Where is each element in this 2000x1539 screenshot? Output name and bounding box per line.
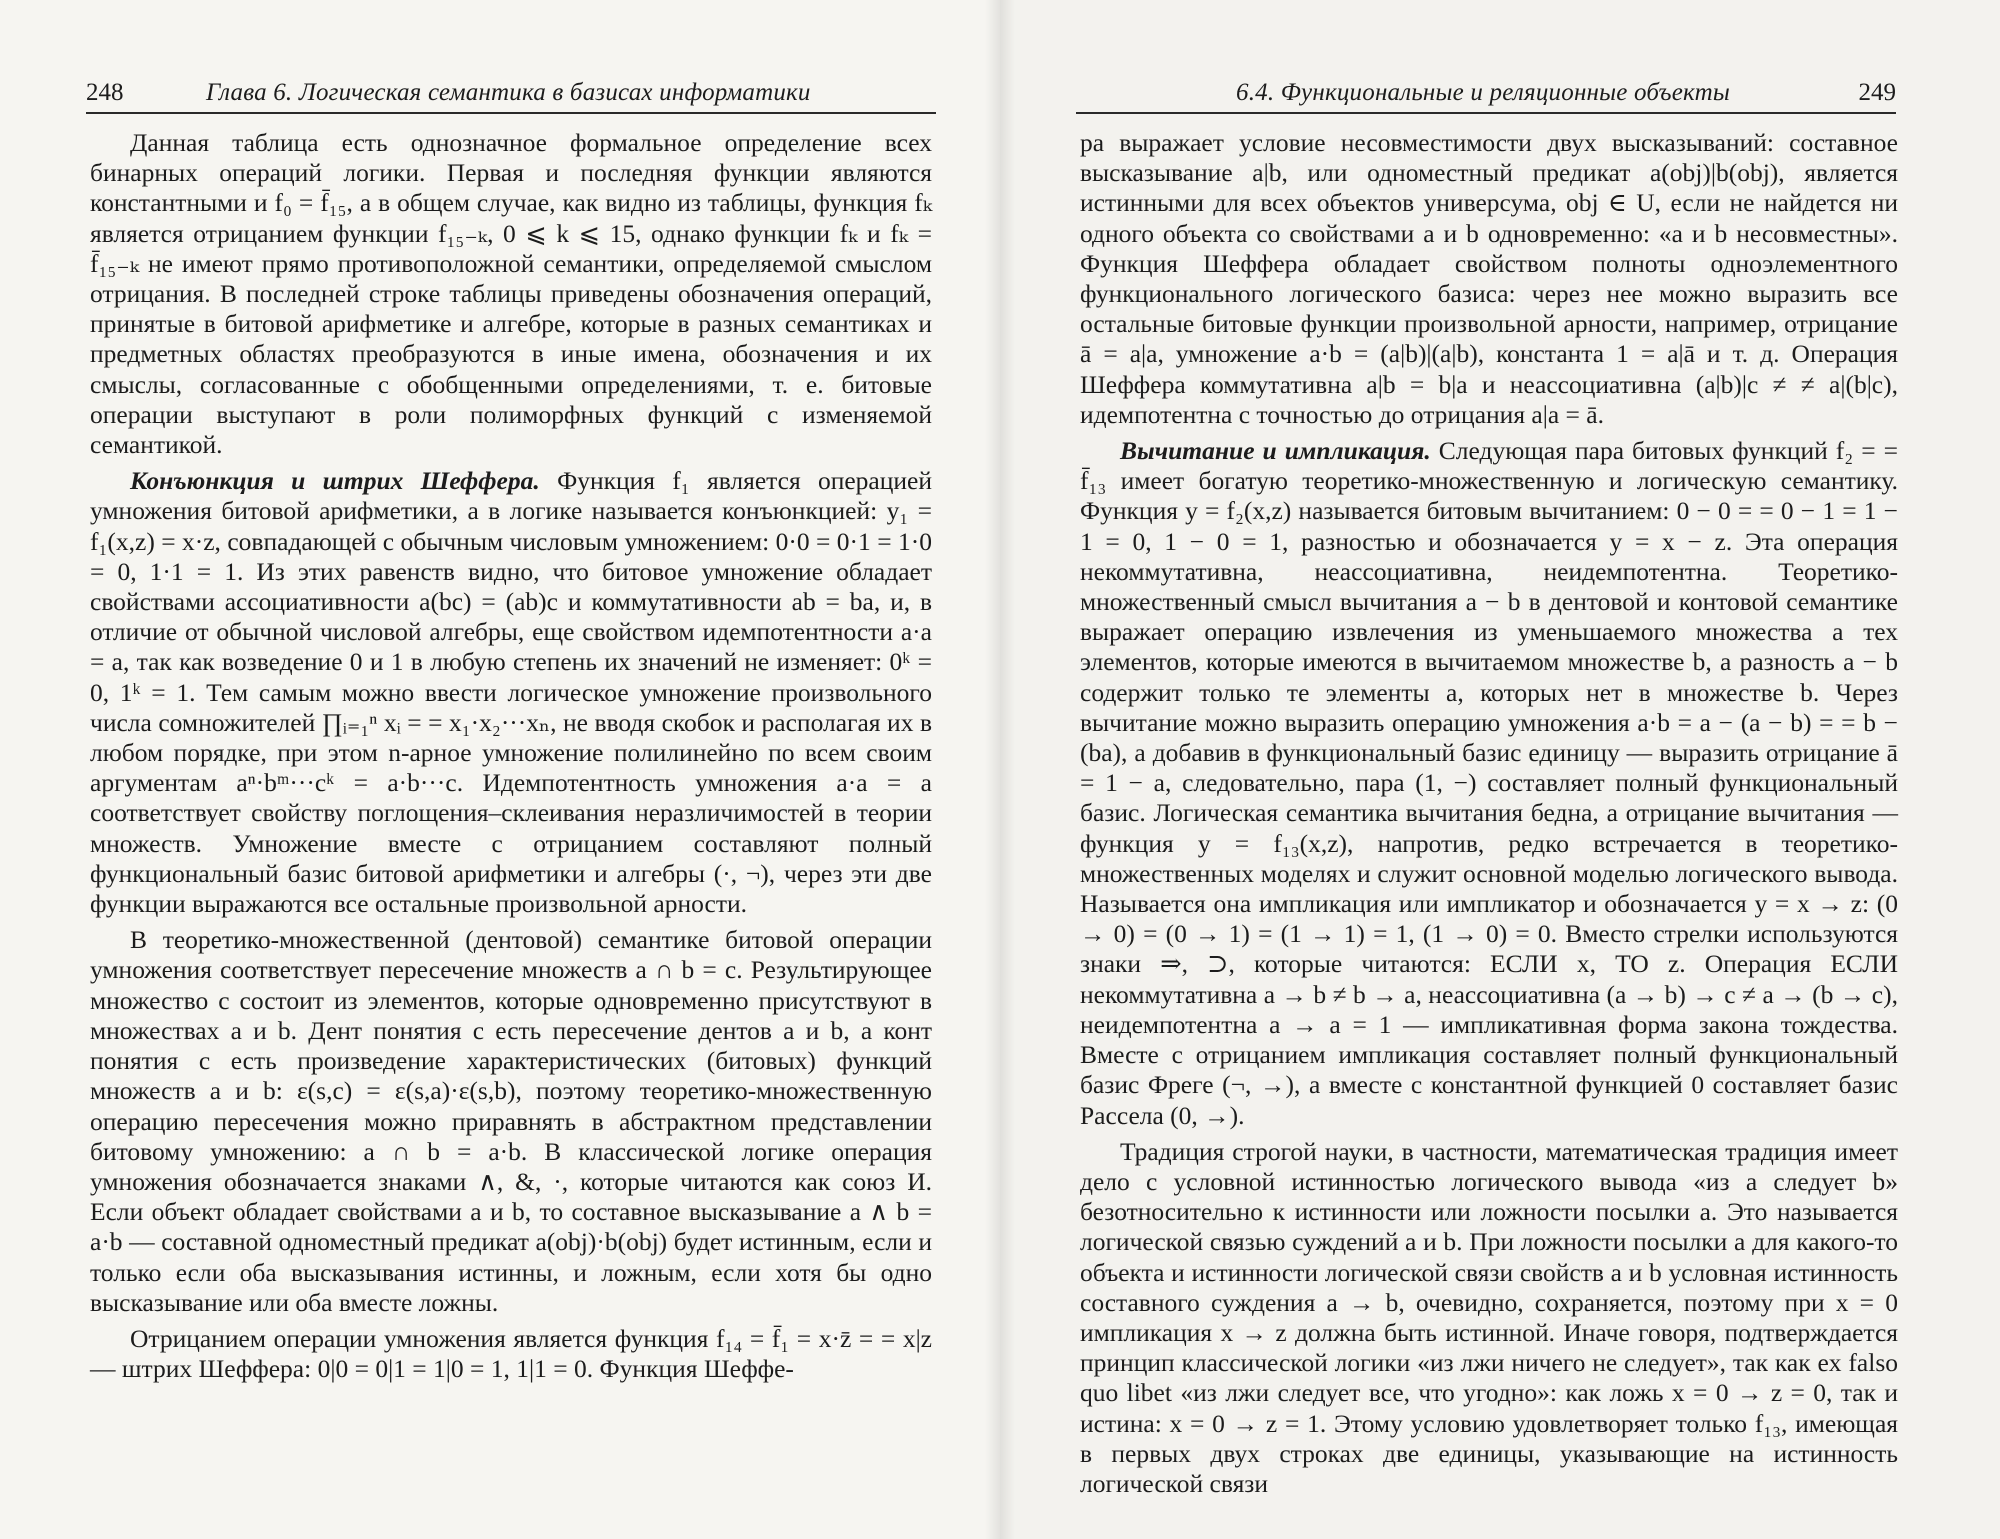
left-page-body xyxy=(90,128,932,1384)
paragraph: Отрицанием операции умножения является функция f₁₄ = f̄₁ = x·z̄ = = x|z — штрих Шеффера: 0|0 = 0|1 = 1|0 = 1, 1|1 = 0. Функция Шеффе- xyxy=(90,1323,932,1384)
right-header-title: 6.4. Функциональные и реляционные объекты xyxy=(1236,79,1730,106)
right-page xyxy=(1000,0,2000,1539)
left-header-title: Глава 6. Логическая семантика в базисах информатики xyxy=(206,79,811,106)
book-gutter-shadow xyxy=(985,0,1015,1539)
paragraph: Вычитание и импликация. Следующая пара битовых функций f₂ = = f̄₁₃ имеет богатую теоретико-множественную и логическую семантику. Функция y = f₂(x,z) называется битовым вычитанием: 0 − 0 = = 0 − 1 = 1 − 1 = 0, 1 − 0 = 1, разностью и обозначается y = x − z. Эта операция некоммутативна, неассоциативна, неидемпотентна. Теоретико-множественный смысл вычитания a − b в дентовой и контовой семантике выражает операцию извлечения из уменьшаемого множества a тех элементов, которые имеются в вычитаемом множестве b, а разность a − b содержит только те элементы a, которых нет в множестве b. Через вычитание можно выразить операцию умножения a·b = a − (a − b) = = b − (ba), а добавив в функциональный базис единицу — выразить отрицание ā = 1 − a, следовательно, пара (1, −) составляет полный функциональный базис. Логическая семантика вычитания бедна, а отрицание вычитания — функция y = f₁₃(x,z), напротив, редко встречается в теоретико-множественных моделях и служит основной моделью логического вывода. Называется она импликация или импликатор и обозначается y = x → z: (0 → 0) = (0 → 1) = (1 → 1) = 1, (1 → 0) = 0. Вместо стрелки используются знаки ⇒, ⊃, которые читаются: ЕСЛИ x, ТО z. Операция ЕСЛИ некоммутативна a → b ≠ b → a, неассоциативна (a → b) → c ≠ a → (b → c), неидемпотентна a → a = 1 — импликативная форма закона тождества. Вместе с отрицанием импликация составляет полный функциональный базис Фреге (¬, →), а вместе с константной функцией 0 составляет базис Рассела (0, →). xyxy=(1080,436,1898,1130)
paragraph: ра выражает условие несовместимости двух высказываний: составное высказывание a|b, или одноместный предикат a(obj)|b(obj), является истинными для всех объектов универсума, obj ∈ U, если не найдется ни одного объекта со свойствами a и b одновременно: «a и b несовместны». Функция Шеффера обладает свойством полноты одноэлементного функционального логического базиса: через нее можно выразить все остальные битовые функции произвольной арности, например, отрицание ā = a|a, умножение a·b = (a|b)|(a|b), константа 1 = a|ā и т. д. Операция Шеффера коммутативна a|b = b|a и неассоциативна (a|b)|c ≠ ≠ a|(b|c), идемпотентна с точностью до отрицания a|a = ā. xyxy=(1080,128,1898,429)
paragraph: Конъюнкция и штрих Шеффера. Функция f₁ является операцией умножения битовой арифметики, а в логике называется конъюнкцией: y₁ = f₁(x,z) = x·z, совпадающей с обычным числовым умножением: 0·0 = 0·1 = 1·0 = 0, 1·1 = 1. Из этих равенств видно, что битовое умножение обладает свойствами ассоциативности a(bc) = (ab)c и коммутативности ab = ba, и, в отличие от обычной числовой алгебры, еще свойством идемпотентности a·a = a, так как возведение 0 и 1 в любую степень их значений не изменяет: 0ᵏ = 0, 1ᵏ = 1. Тем самым можно ввести логическое умножение произвольного числа сомножителей ∏ᵢ₌₁ⁿ xᵢ = = x₁·x₂···xₙ, не вводя скобок и располагая их в любом порядке, при этом n-арное умножение полилинейно по всем своим аргументам aⁿ·bᵐ···cᵏ = a·b···c. Идемпотентность умножения a·a = a соответствует свойству поглощения–склеивания неразличимостей в теории множеств. Умножение вместе с отрицанием составляют полный функциональный базис битовой арифметики и алгебры (·, ¬), через эти две функции выражаются все остальные произвольной арности. xyxy=(90,466,933,919)
paragraph: В теоретико-множественной (дентовой) семантике битовой операции умножения соответствует пересечение множеств a ∩ b = c. Результирующее множество c состоит из элементов, которые одновременно присутствуют в множествах a и b. Дент понятия c есть пересечение дентов a и b, а конт понятия c есть произведение характеристических (битовых) функций множеств a и b: ε(s,c) = ε(s,a)·ε(s,b), поэтому теоретико-множественную операцию пересечения можно приравнять в абстрактном представлении битовому умножению: a ∩ b = a·b. В классической логике операция умножения обозначается знаками ∧, &, ·, которые читаются как союз И. Если объект обладает свойствами a и b, то составное высказывание a ∧ b = a·b — составной одноместный предикат a(obj)·b(obj) будет истинным, если и только если оба высказывания истинны, и ложным, если хотя бы одно высказывание или оба вместе ложны. xyxy=(90,925,932,1317)
paragraph: Данная таблица есть однозначное формальное определение всех бинарных операций логики. Первая и последняя функции являются константными и f₀ = f̄₁₅, а в общем случае, как видно из таблицы, функция fₖ является отрицанием функции f₁₅₋ₖ, 0 ⩽ k ⩽ 15, однако функции fₖ и fₖ = f̄₁₅₋ₖ не имеют прямо противоположной семантики, определяемой смыслом отрицания. В последней строке таблицы приведены обозначения операций, принятые в битовой арифметике и алгебре, которые в разных семантиках и предметных областях преобразуются в иные имена, обозначения и их смыслы, согласованные с обобщенными определениями, т. е. битовые операции выступают в роли полиморфных функций с изменяемой семантикой. xyxy=(90,128,932,460)
right-page-body xyxy=(1080,128,1898,1499)
left-page-number: 248 xyxy=(86,79,124,106)
left-running-header xyxy=(86,74,936,114)
paragraph-lead-heading: Вычитание и импликация. xyxy=(1120,436,1431,466)
paragraph-lead-heading: Конъюнкция и штрих Шеффера. xyxy=(130,466,540,496)
paragraph: Традиция строгой науки, в частности, математическая традиция имеет дело с условной истинностью логического вывода «из a следует b» безотносительно к истинности или ложности посылки a. Это называется логической связью суждений a и b. При ложности посылки a для какого-то объекта и истинности логической связи свойств a и b условная истинность составного суждения a → b, очевидно, сохраняется, поэтому при x = 0 импликация x → z должна быть истинной. Иначе говоря, подтверждается принцип классической логики «из лжи ничего не следует», так как ex falso quo libet «из лжи следует все, что угодно»: как ложь x = 0 → z = 0, так и истина: x = 0 → z = 1. Этому условию удовлетворяет только f₁₃, имеющая в первых двух строках две единицы, указывающие на истинность логической связи xyxy=(1080,1136,1898,1498)
right-running-header xyxy=(1076,74,1896,114)
right-page-number: 249 xyxy=(1858,79,1896,106)
